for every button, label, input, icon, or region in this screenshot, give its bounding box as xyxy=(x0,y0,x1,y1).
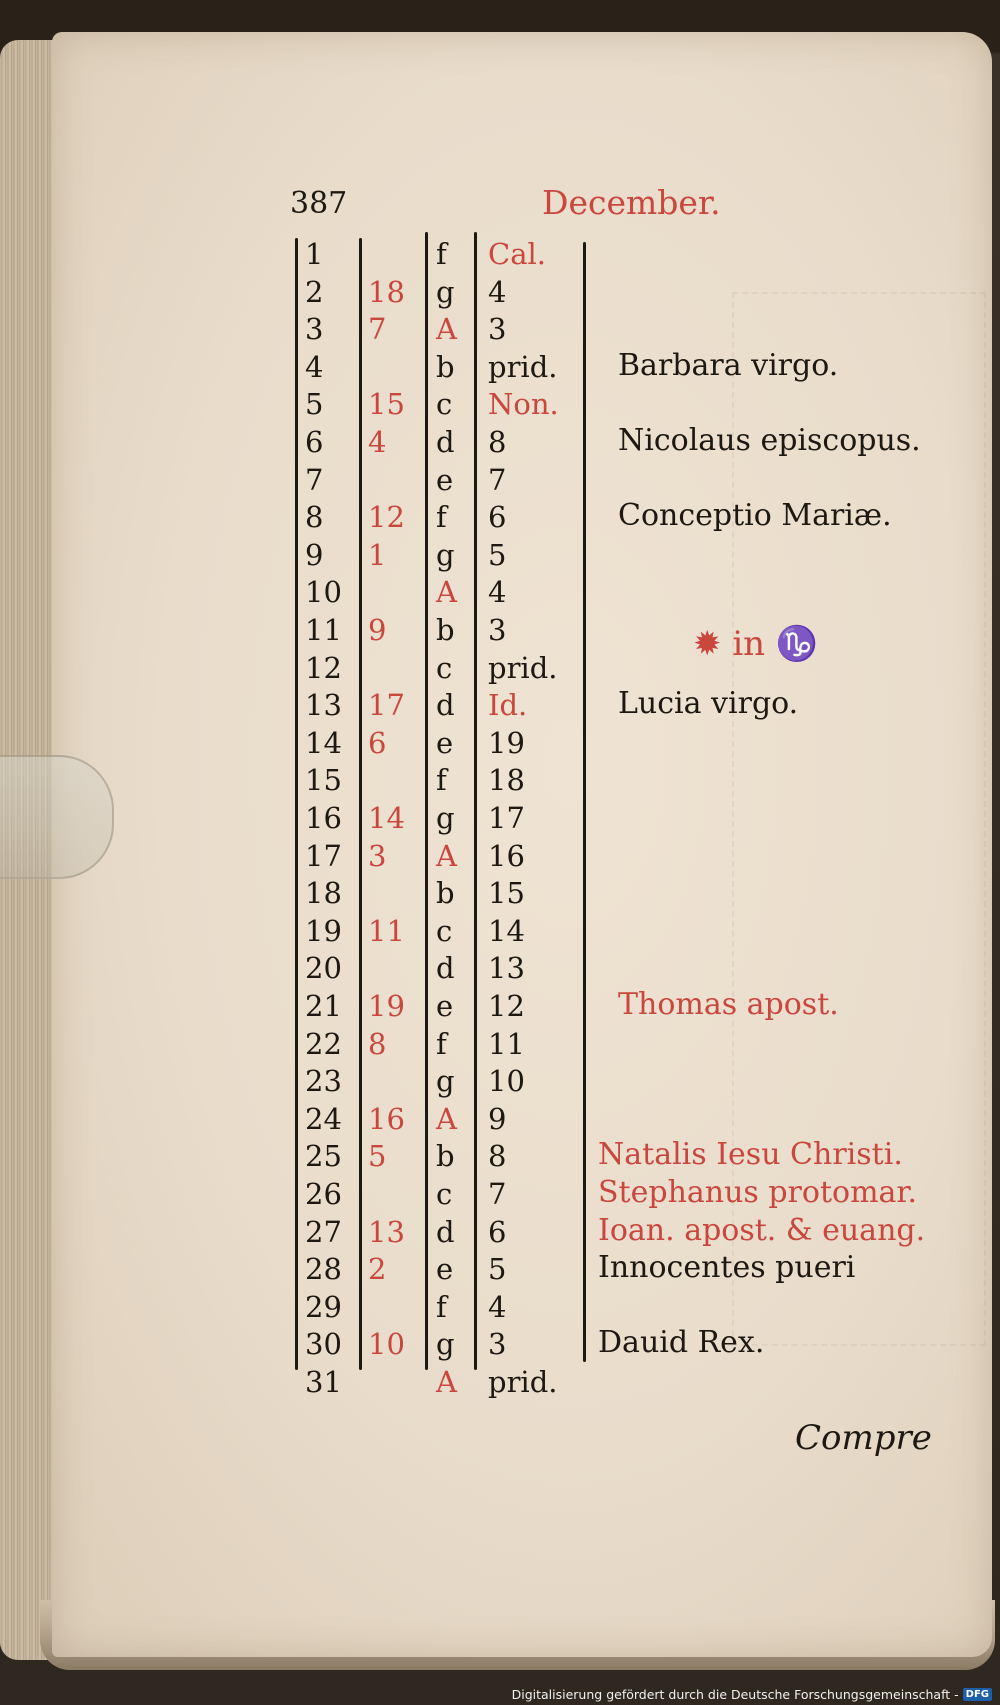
rule-right xyxy=(583,242,586,1362)
dominical-letter: f xyxy=(436,1289,447,1324)
day-number: 8 xyxy=(305,500,324,535)
day-number: 4 xyxy=(305,349,324,384)
day-number: 5 xyxy=(305,387,324,422)
dominical-letter: A xyxy=(436,312,457,347)
feast-entry: Innocentes pueri xyxy=(598,1250,856,1286)
day-number: 28 xyxy=(305,1252,342,1287)
day-number: 7 xyxy=(305,462,324,497)
credit-text: Digitalisierung gefördert durch die Deutsche Forschungsgemeinschaft - xyxy=(511,1686,959,1702)
day-number: 22 xyxy=(305,1026,342,1061)
roman-date: 3 xyxy=(488,613,507,647)
golden-number: 17 xyxy=(368,688,405,723)
golden-number: 18 xyxy=(368,274,405,309)
dominical-letter: b xyxy=(436,876,455,911)
golden-number: 1 xyxy=(368,537,387,572)
dominical-letter: d xyxy=(436,1214,455,1249)
roman-date: prid. xyxy=(488,349,558,384)
day-number: 20 xyxy=(305,951,342,986)
dominical-letter: d xyxy=(436,951,455,986)
dominical-letter: d xyxy=(436,688,455,723)
roman-date: 4 xyxy=(488,575,507,610)
roman-date: prid. xyxy=(488,1365,558,1399)
roman-date: 16 xyxy=(488,838,525,873)
roman-date: 14 xyxy=(488,913,525,948)
roman-date: 3 xyxy=(488,312,507,347)
golden-number: 14 xyxy=(368,801,405,835)
roman-date: 19 xyxy=(488,725,525,760)
sun-icon: ✹ xyxy=(693,624,722,664)
feast-entry: Stephanus protomar. xyxy=(598,1175,917,1210)
dominical-letter: b xyxy=(436,349,455,384)
day-number: 13 xyxy=(305,688,342,723)
dominical-letter: g xyxy=(436,1327,455,1362)
roman-date: 7 xyxy=(488,462,507,497)
day-number: 10 xyxy=(305,575,342,610)
dominical-letter: c xyxy=(436,387,453,422)
day-number: 30 xyxy=(305,1327,342,1362)
day-number: 25 xyxy=(305,1139,342,1174)
roman-date: 7 xyxy=(488,1177,507,1211)
golden-number: 3 xyxy=(368,838,387,873)
rule-roman xyxy=(474,232,477,1370)
dominical-letter: f xyxy=(436,1026,447,1061)
golden-number: 12 xyxy=(368,500,405,535)
roman-date: Non. xyxy=(488,387,559,422)
day-number: 31 xyxy=(305,1365,342,1399)
roman-date: 9 xyxy=(488,1101,507,1136)
day-number: 18 xyxy=(305,876,342,911)
zodiac-mark-text: in ♑ xyxy=(732,624,819,664)
feast-entry: Dauid Rex. xyxy=(598,1325,765,1361)
day-number: 2 xyxy=(305,274,324,309)
day-number: 27 xyxy=(305,1214,342,1249)
golden-number: 6 xyxy=(368,725,387,760)
day-number: 9 xyxy=(305,537,324,572)
catchword: Compre xyxy=(795,1418,932,1458)
dominical-letter: c xyxy=(436,913,453,948)
roman-date: 12 xyxy=(488,989,525,1023)
dominical-letter: d xyxy=(436,425,455,459)
roman-date: 11 xyxy=(488,1026,525,1061)
dominical-letter: e xyxy=(436,1252,454,1287)
roman-date: 6 xyxy=(488,500,507,535)
dominical-letter: A xyxy=(436,575,457,610)
day-number: 15 xyxy=(305,763,342,798)
roman-date: 8 xyxy=(488,1139,507,1174)
dominical-letter: A xyxy=(436,1365,457,1399)
day-number: 23 xyxy=(305,1064,342,1099)
dominical-letter: e xyxy=(436,989,454,1023)
feast-entry: Natalis Iesu Christi. xyxy=(598,1137,903,1173)
roman-date: 5 xyxy=(488,1252,507,1287)
day-number: 3 xyxy=(305,312,324,347)
day-number: 1 xyxy=(305,237,324,271)
zodiac-mark xyxy=(693,624,818,664)
month-title: December. xyxy=(542,183,721,222)
golden-number: 4 xyxy=(368,425,387,459)
golden-number: 16 xyxy=(368,1101,405,1136)
roman-date: prid. xyxy=(488,650,558,685)
roman-date: 4 xyxy=(488,274,507,309)
day-number: 6 xyxy=(305,425,324,459)
day-number: 14 xyxy=(305,725,342,760)
dfg-logo: DFG xyxy=(963,1688,992,1701)
golden-number: 9 xyxy=(368,613,387,647)
golden-number: 2 xyxy=(368,1252,387,1287)
day-number: 12 xyxy=(305,650,342,685)
feast-entry: Thomas apost. xyxy=(618,987,839,1022)
feast-entry: Ioan. apost. & euang. xyxy=(598,1212,926,1248)
day-number: 17 xyxy=(305,838,342,873)
roman-date: Id. xyxy=(488,688,528,723)
dominical-letter: g xyxy=(436,274,455,309)
feast-entry: Nicolaus episcopus. xyxy=(618,423,921,458)
day-number: 16 xyxy=(305,801,342,835)
rule-golden xyxy=(359,238,362,1370)
day-number: 24 xyxy=(305,1101,342,1136)
golden-number: 15 xyxy=(368,387,405,422)
dominical-letter: g xyxy=(436,537,455,572)
golden-number: 10 xyxy=(368,1327,405,1362)
roman-date: 18 xyxy=(488,763,525,798)
feast-entry: Lucia virgo. xyxy=(618,686,799,722)
day-number: 11 xyxy=(305,613,342,647)
dominical-letter: g xyxy=(436,1064,455,1099)
dominical-letter: A xyxy=(436,838,457,873)
dominical-letter: f xyxy=(436,500,447,535)
rule-left xyxy=(295,238,298,1370)
feast-entry: Conceptio Mariæ. xyxy=(618,498,892,534)
roman-date: 6 xyxy=(488,1214,507,1249)
golden-number: 13 xyxy=(368,1214,405,1249)
page-clip xyxy=(0,755,114,879)
dominical-letter: b xyxy=(436,1139,455,1174)
golden-number: 8 xyxy=(368,1026,387,1061)
roman-date: 13 xyxy=(488,951,525,986)
roman-date: 10 xyxy=(488,1064,525,1099)
feast-entry: Barbara virgo. xyxy=(618,347,839,383)
dominical-letter: A xyxy=(436,1101,457,1136)
roman-date: 4 xyxy=(488,1289,507,1324)
dominical-letter: e xyxy=(436,725,454,760)
roman-date: Cal. xyxy=(488,237,546,271)
dominical-letter: f xyxy=(436,763,447,798)
day-number: 29 xyxy=(305,1289,342,1324)
rule-letter xyxy=(425,232,428,1370)
dominical-letter: c xyxy=(436,1177,453,1211)
dominical-letter: g xyxy=(436,801,455,835)
roman-date: 5 xyxy=(488,537,507,572)
page-number: 387 xyxy=(290,186,348,221)
dominical-letter: c xyxy=(436,650,453,685)
digitization-credit xyxy=(512,1685,992,1703)
golden-number: 19 xyxy=(368,989,405,1023)
golden-number: 7 xyxy=(368,312,387,347)
roman-date: 17 xyxy=(488,801,525,835)
roman-date: 8 xyxy=(488,425,507,459)
dominical-letter: e xyxy=(436,462,454,497)
dominical-letter: b xyxy=(436,613,455,647)
day-number: 21 xyxy=(305,989,342,1023)
dominical-letter: f xyxy=(436,237,447,271)
day-number: 19 xyxy=(305,913,342,948)
roman-date: 15 xyxy=(488,876,525,911)
golden-number: 5 xyxy=(368,1139,387,1174)
roman-date: 3 xyxy=(488,1327,507,1362)
golden-number: 11 xyxy=(368,913,405,948)
day-number: 26 xyxy=(305,1177,342,1211)
